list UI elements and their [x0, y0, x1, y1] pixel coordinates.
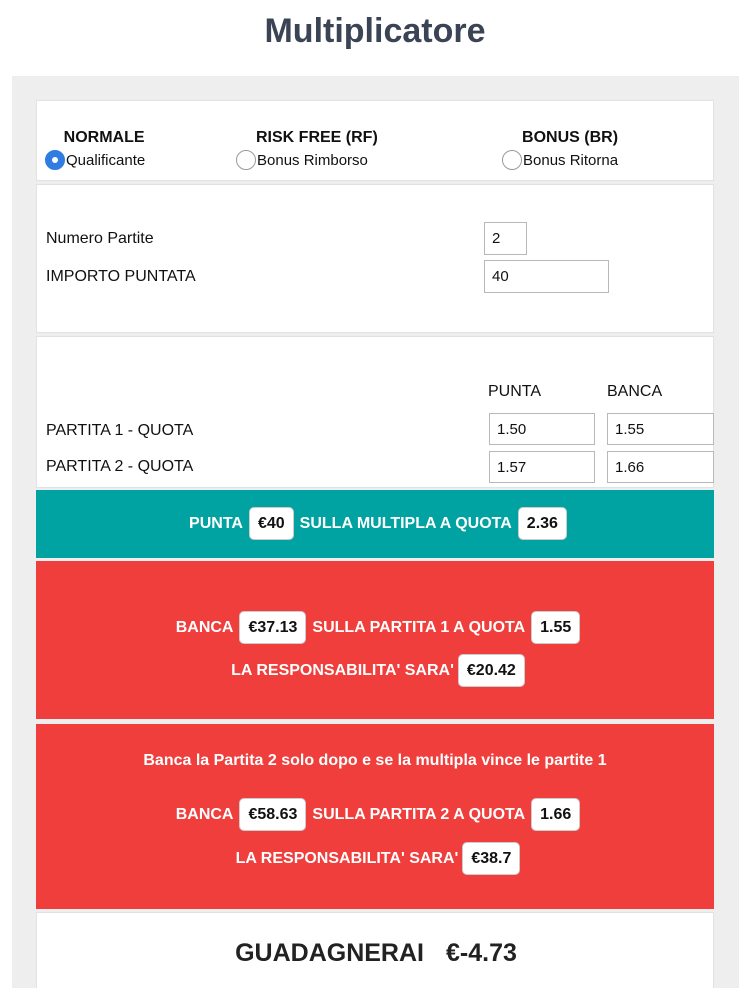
punta-header: PUNTA — [488, 383, 542, 400]
profit-label: GUADAGNERAI — [235, 939, 424, 967]
lay-1-mid-text: SULLA PARTITA 1 A QUOTA — [312, 618, 526, 636]
match-2-banca-input[interactable]: 1.66 — [607, 451, 714, 483]
radio-bonus-ritorna[interactable] — [502, 150, 522, 170]
mode-label: BONUS (BR) — [522, 129, 619, 146]
mode-option-label: Qualificante — [66, 151, 146, 169]
match-1-label: PARTITA 1 - QUOTA — [46, 422, 194, 439]
mode-label: NORMALE — [63, 129, 145, 146]
lay-2-note: Banca la Partita 2 solo dopo e se la multipla vince le partite 1 — [143, 752, 607, 769]
profit-panel — [36, 912, 714, 988]
lay-2-mid-text: SULLA PARTITA 2 A QUOTA — [312, 805, 526, 823]
num-matches-input[interactable]: 2 — [484, 222, 527, 255]
radio-bonus-rimborso[interactable] — [236, 150, 256, 170]
stake-input[interactable]: 40 — [484, 260, 609, 293]
back-pre-text: PUNTA — [189, 514, 243, 532]
mode-label: RISK FREE (RF) — [256, 129, 378, 146]
mode-selector — [36, 100, 714, 181]
lay-1-liability-row — [36, 654, 714, 687]
lay-2-row — [36, 798, 714, 831]
banca-header: BANCA — [607, 383, 663, 400]
lay-1-pre-text: BANCA — [175, 618, 234, 636]
profit-row — [37, 939, 715, 968]
mode-normale[interactable] — [45, 129, 145, 170]
lay-1-liability-value: €20.42 — [458, 654, 525, 687]
match-1-punta-input[interactable]: 1.50 — [489, 413, 595, 445]
params-panel — [36, 184, 714, 333]
lay-1-row — [36, 611, 714, 644]
lay-2-liability-row — [36, 842, 714, 875]
radio-qualificante[interactable] — [45, 150, 65, 170]
lay-1-stake-value: €37.13 — [239, 611, 306, 644]
match-1-banca-input[interactable]: 1.55 — [607, 413, 714, 445]
profit-value: €-4.73 — [446, 939, 517, 967]
mode-bonus[interactable] — [502, 129, 618, 170]
lay-2-odds-value: 1.66 — [531, 798, 580, 831]
back-row — [36, 507, 714, 540]
lay-1-result-band — [36, 561, 714, 719]
mode-risk-free[interactable] — [236, 129, 378, 170]
lay-1-odds-value: 1.55 — [531, 611, 580, 644]
match-2-label: PARTITA 2 - QUOTA — [46, 458, 194, 475]
stake-label: IMPORTO PUNTATA — [46, 268, 196, 285]
back-stake-value: €40 — [249, 507, 294, 540]
lay-2-result-band — [36, 724, 714, 909]
lay-1-liability-label: LA RESPONSABILITA' SARA' — [231, 661, 454, 679]
back-odds-value: 2.36 — [518, 507, 567, 540]
num-matches-label: Numero Partite — [46, 230, 154, 247]
back-mid-text: SULLA MULTIPLA A QUOTA — [299, 514, 512, 532]
match-2-punta-input[interactable]: 1.57 — [489, 451, 595, 483]
back-result-band — [36, 490, 714, 558]
lay-2-liability-label: LA RESPONSABILITA' SARA' — [235, 849, 459, 867]
mode-option-label: Bonus Rimborso — [257, 151, 368, 169]
lay-2-pre-text: BANCA — [175, 805, 234, 823]
lay-2-stake-value: €58.63 — [239, 798, 306, 831]
odds-panel — [36, 336, 714, 488]
mode-option-label: Bonus Ritorna — [523, 151, 619, 169]
page-title: Multiplicatore — [264, 12, 486, 50]
lay-2-liability-value: €38.7 — [462, 842, 520, 875]
